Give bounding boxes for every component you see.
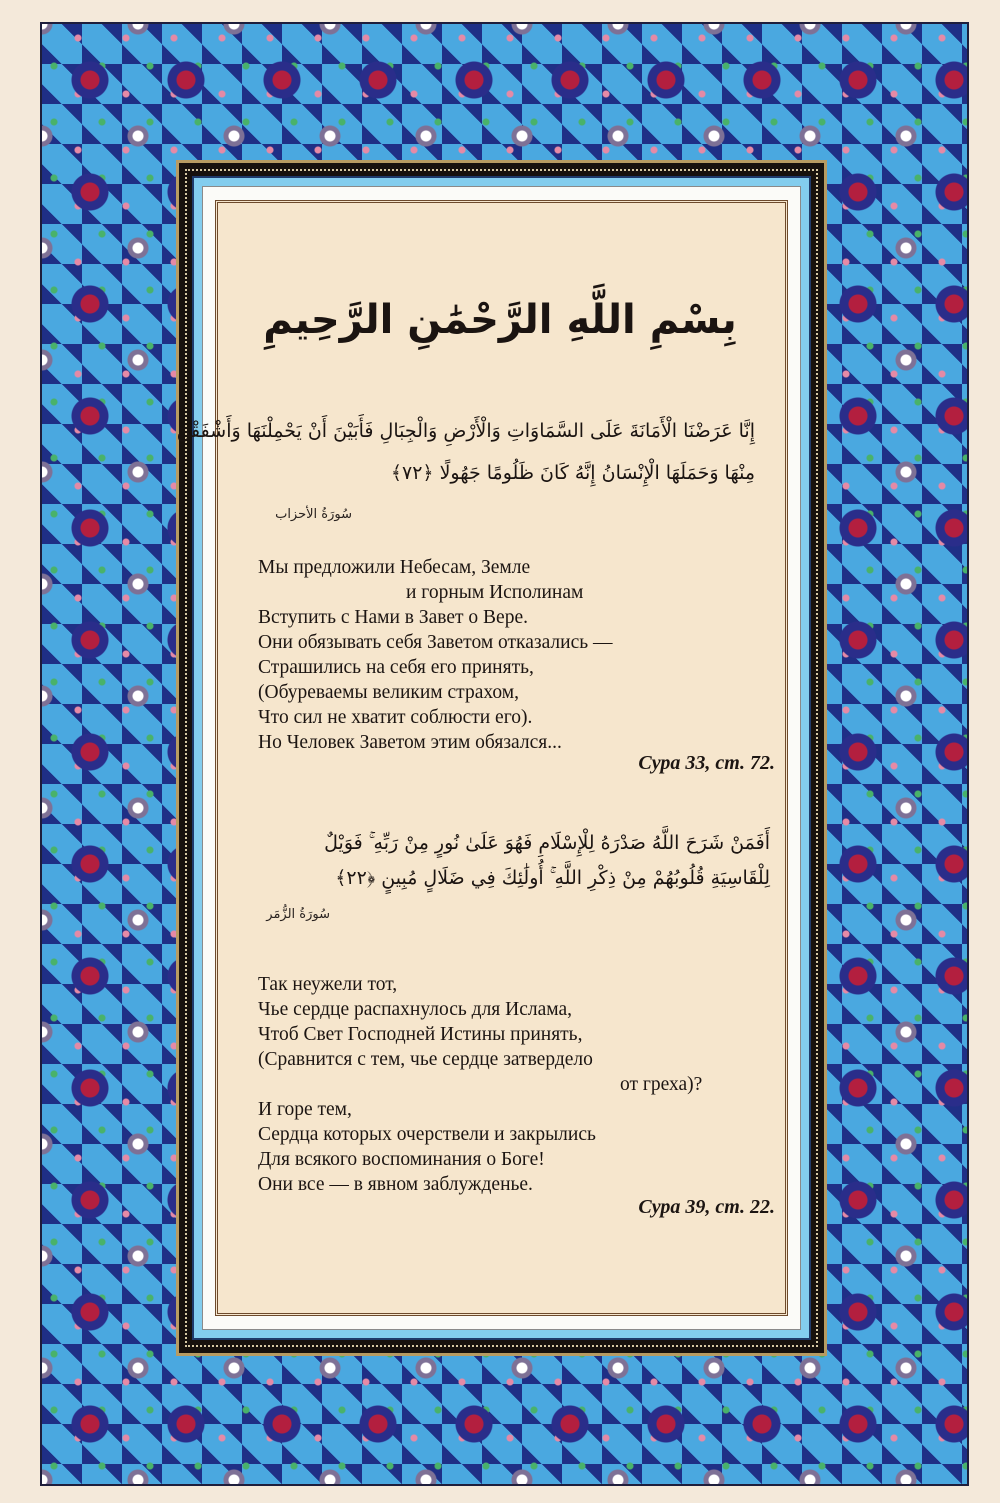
verse1-reference: Сура 33, ст. 72. [638, 752, 775, 774]
verse2-sura-label: سُورَةُ الزُّمَر [266, 907, 330, 922]
basmala-calligraphy: بِسْمِ اللَّهِ الرَّحْمَٰنِ الرَّحِيمِ [263, 297, 737, 343]
verse1-translation [258, 555, 613, 755]
verse2-line: (Сравнится с тем, чье сердце затвердело [258, 1049, 593, 1070]
verse1-line: Что сил не хватит соблюсти его). [258, 707, 533, 728]
verse1-line: Они обязывать себя Заветом отказались — [258, 632, 613, 653]
verse1-line: и горным Исполинам [406, 582, 584, 603]
verse2-reference: Сура 39, ст. 22. [638, 1196, 775, 1218]
verse2-line: Для всякого воспоминания о Боге! [258, 1149, 545, 1170]
verse2-translation [258, 972, 702, 1197]
verse2-line: Они все — в явном заблужденье. [258, 1174, 533, 1195]
verse1-sura-label: سُورَةُ الأحزاب [275, 507, 352, 522]
verse1-line: Но Человек Заветом этим обязался... [258, 732, 562, 753]
verse2-line: Сердца которых очерствели и закрылись [258, 1124, 596, 1145]
verse2-line: Чье сердце распахнулось для Ислама, [258, 999, 572, 1020]
verse2-line: Так неужели тот, [258, 974, 398, 995]
verse1-arabic-line1: إِنَّا عَرَضْنَا الْأَمَانَةَ عَلَى السَّمَاوَاتِ وَالْأَرْضِ وَالْجِبَالِ فَأَبَيْنَ أَنْ يَحْمِلْنَهَا وَأَشْفَقْنَ [176, 420, 755, 442]
verse2-arabic-line2: لِلْقَاسِيَةِ قُلُوبُهُمْ مِنْ ذِكْرِ اللَّهِ ۚ أُولَٰئِكَ فِي ضَلَالٍ مُبِينٍ ﴿٢٢﴾ [335, 867, 770, 889]
verse2-line: от греха)? [620, 1074, 703, 1095]
verse1-line: (Обуреваемы великим страхом, [258, 682, 519, 703]
verse1-line: Страшились на себя его принять, [258, 657, 534, 678]
verse2-line: И горе тем, [258, 1099, 352, 1120]
verse1-line: Вступить с Нами в Завет о Вере. [258, 607, 528, 628]
verse2-line: Чтоб Свет Господней Истины принять, [258, 1024, 583, 1045]
verse1-line: Мы предложили Небесам, Земле [258, 557, 531, 578]
verse1-arabic-line2: مِنْهَا وَحَمَلَهَا الْإِنْسَانُ إِنَّهُ كَانَ ظَلُومًا جَهُولًا ﴿٧٢﴾ [390, 462, 755, 484]
verse2-arabic-line1: أَفَمَنْ شَرَحَ اللَّهُ صَدْرَهُ لِلْإِسْلَامِ فَهُوَ عَلَىٰ نُورٍ مِنْ رَبِّهِ ۚ فَوَيْلٌ [324, 832, 770, 854]
